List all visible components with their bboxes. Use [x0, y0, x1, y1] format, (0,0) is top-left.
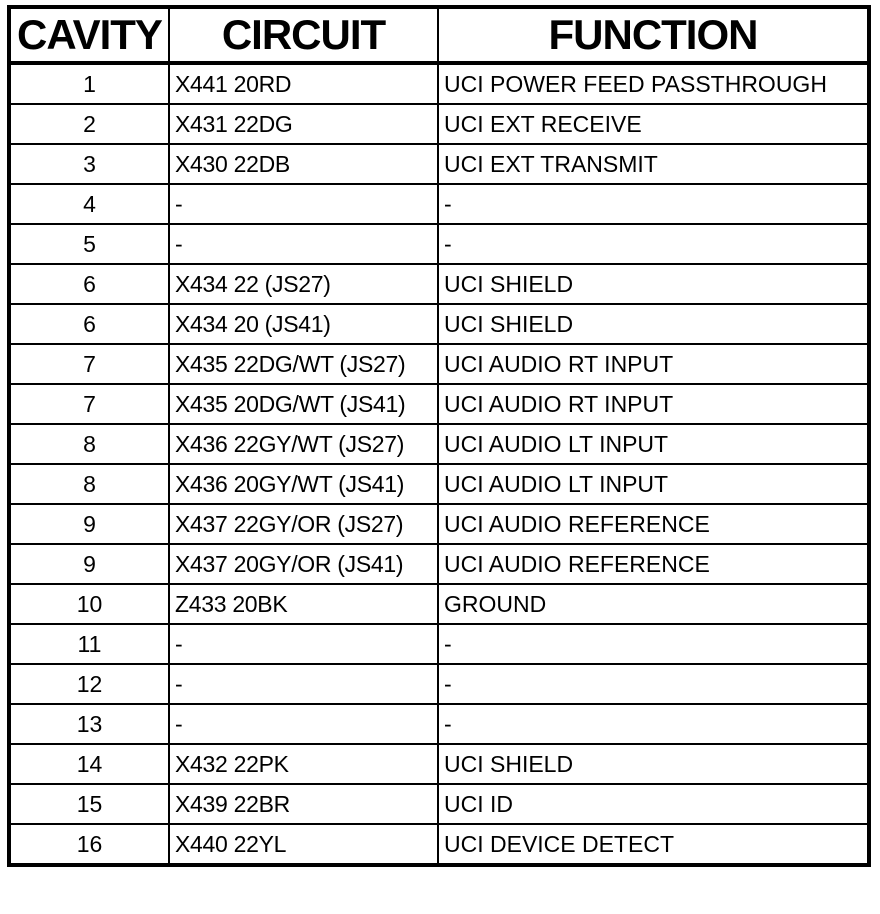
function-cell: UCI AUDIO RT INPUT: [438, 344, 869, 384]
function-cell: UCI EXT TRANSMIT: [438, 144, 869, 184]
cavity-cell: 7: [9, 344, 169, 384]
header-function: FUNCTION: [438, 7, 869, 63]
table-row: [9, 464, 869, 504]
cavity-cell: 9: [9, 504, 169, 544]
circuit-cell: -: [169, 624, 438, 664]
cavity-cell: 6: [9, 264, 169, 304]
circuit-cell: -: [169, 664, 438, 704]
circuit-cell: X435 22DG/WT (JS27): [169, 344, 438, 384]
cavity-cell: 13: [9, 704, 169, 744]
function-cell: -: [438, 704, 869, 744]
circuit-cell: X430 22DB: [169, 144, 438, 184]
table-row: [9, 304, 869, 344]
function-cell: UCI SHIELD: [438, 304, 869, 344]
table-row: [9, 224, 869, 264]
table-row: [9, 144, 869, 184]
function-cell: UCI SHIELD: [438, 264, 869, 304]
connector-pinout-table: [7, 5, 871, 867]
header-circuit: CIRCUIT: [169, 7, 438, 63]
function-cell: UCI SHIELD: [438, 744, 869, 784]
cavity-cell: 4: [9, 184, 169, 224]
function-cell: UCI AUDIO RT INPUT: [438, 384, 869, 424]
circuit-cell: Z433 20BK: [169, 584, 438, 624]
circuit-cell: X436 22GY/WT (JS27): [169, 424, 438, 464]
table-body: [9, 63, 869, 865]
cavity-cell: 15: [9, 784, 169, 824]
function-cell: UCI EXT RECEIVE: [438, 104, 869, 144]
cavity-cell: 1: [9, 63, 169, 104]
function-cell: UCI AUDIO REFERENCE: [438, 544, 869, 584]
table-row: [9, 744, 869, 784]
table-row: [9, 784, 869, 824]
table-row: [9, 704, 869, 744]
table-row: [9, 384, 869, 424]
circuit-cell: -: [169, 704, 438, 744]
cavity-cell: 7: [9, 384, 169, 424]
function-cell: GROUND: [438, 584, 869, 624]
circuit-cell: X432 22PK: [169, 744, 438, 784]
table-row: [9, 584, 869, 624]
function-cell: UCI AUDIO LT INPUT: [438, 464, 869, 504]
cavity-cell: 12: [9, 664, 169, 704]
circuit-cell: X431 22DG: [169, 104, 438, 144]
circuit-cell: X439 22BR: [169, 784, 438, 824]
function-cell: -: [438, 224, 869, 264]
circuit-cell: -: [169, 184, 438, 224]
cavity-cell: 2: [9, 104, 169, 144]
circuit-cell: -: [169, 224, 438, 264]
header-row: [9, 7, 869, 63]
circuit-cell: X437 22GY/OR (JS27): [169, 504, 438, 544]
cavity-cell: 6: [9, 304, 169, 344]
function-cell: UCI ID: [438, 784, 869, 824]
table-row: [9, 184, 869, 224]
header-cavity: CAVITY: [9, 7, 169, 63]
table-row: [9, 664, 869, 704]
cavity-cell: 11: [9, 624, 169, 664]
table-row: [9, 63, 869, 104]
cavity-cell: 16: [9, 824, 169, 865]
circuit-cell: X435 20DG/WT (JS41): [169, 384, 438, 424]
table-row: [9, 544, 869, 584]
table-row: [9, 624, 869, 664]
circuit-cell: X436 20GY/WT (JS41): [169, 464, 438, 504]
circuit-cell: X437 20GY/OR (JS41): [169, 544, 438, 584]
table-row: [9, 504, 869, 544]
cavity-cell: 8: [9, 424, 169, 464]
circuit-cell: X434 20 (JS41): [169, 304, 438, 344]
table-row: [9, 264, 869, 304]
table-row: [9, 104, 869, 144]
function-cell: UCI AUDIO REFERENCE: [438, 504, 869, 544]
function-cell: -: [438, 624, 869, 664]
circuit-cell: X440 22YL: [169, 824, 438, 865]
cavity-cell: 14: [9, 744, 169, 784]
cavity-cell: 5: [9, 224, 169, 264]
function-cell: UCI DEVICE DETECT: [438, 824, 869, 865]
cavity-cell: 8: [9, 464, 169, 504]
circuit-cell: X441 20RD: [169, 63, 438, 104]
table-row: [9, 344, 869, 384]
function-cell: -: [438, 184, 869, 224]
function-cell: -: [438, 664, 869, 704]
table-row: [9, 824, 869, 865]
function-cell: UCI AUDIO LT INPUT: [438, 424, 869, 464]
cavity-cell: 3: [9, 144, 169, 184]
circuit-cell: X434 22 (JS27): [169, 264, 438, 304]
function-cell: UCI POWER FEED PASSTHROUGH: [438, 63, 869, 104]
cavity-cell: 10: [9, 584, 169, 624]
cavity-cell: 9: [9, 544, 169, 584]
table-header: [9, 7, 869, 63]
table-row: [9, 424, 869, 464]
